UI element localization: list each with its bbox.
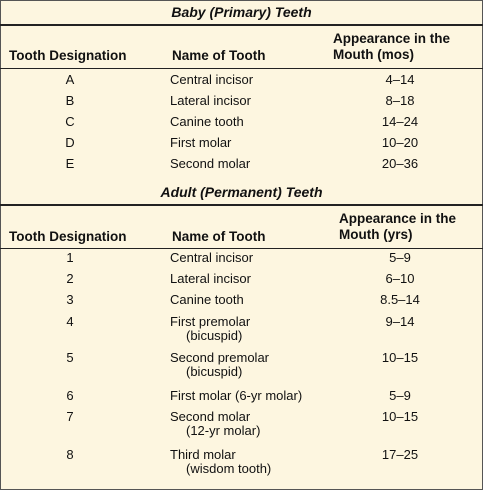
adult-row-name: Canine tooth <box>170 292 244 307</box>
baby-row-designation: D <box>65 135 75 150</box>
adult-row-name: Lateral incisor <box>170 271 251 286</box>
header-name-of-tooth: Name of Tooth <box>172 229 266 244</box>
header-appearance-line2: Mouth (yrs) <box>339 227 413 242</box>
header-appearance-line1: Appearance in the <box>333 31 451 46</box>
adult-row-name-line2: (12-yr molar) <box>186 423 261 438</box>
adult-row-appearance: 6–10 <box>385 271 415 286</box>
baby-teeth-title: Baby (Primary) Teeth <box>171 4 312 20</box>
baby-row-designation: E <box>65 156 75 171</box>
adult-row-name <box>170 315 340 343</box>
adult-row-appearance: 8.5–14 <box>380 292 420 307</box>
adult-row-designation: 3 <box>66 292 74 307</box>
adult-row-name-line2: (wisdom tooth) <box>186 461 272 476</box>
baby-row-appearance: 4–14 <box>385 72 415 87</box>
baby-row-designation: A <box>65 72 75 87</box>
baby-row-appearance: 8–18 <box>385 93 415 108</box>
adult-row-name <box>170 410 340 438</box>
header-tooth-designation: Tooth Designation <box>9 229 127 244</box>
adult-row-name-line2: (bicuspid) <box>186 328 243 343</box>
adult-row-name-line1: First premolar <box>170 314 251 329</box>
baby-row-appearance: 14–24 <box>381 114 419 129</box>
adult-teeth-header <box>0 204 483 249</box>
adult-row-name-line2: (bicuspid) <box>186 364 243 379</box>
baby-row-appearance: 10–20 <box>381 135 419 150</box>
adult-row-designation: 7 <box>66 409 74 424</box>
adult-row-name: Central incisor <box>170 250 254 265</box>
adult-row-appearance: 10–15 <box>381 350 419 365</box>
baby-row-name: Central incisor <box>170 72 254 87</box>
baby-row-designation: C <box>65 114 75 129</box>
baby-row-name: Second molar <box>170 156 251 171</box>
baby-teeth-header <box>0 24 483 69</box>
header-tooth-designation: Tooth Designation <box>9 48 127 63</box>
adult-row-appearance: 17–25 <box>381 447 419 462</box>
adult-row-designation: 4 <box>66 314 74 329</box>
baby-row-name: First molar <box>170 135 232 150</box>
adult-row-appearance: 5–9 <box>389 388 411 403</box>
adult-row-designation: 6 <box>66 388 74 403</box>
adult-teeth-title: Adult (Permanent) Teeth <box>160 184 323 200</box>
adult-row-designation: 2 <box>66 271 74 286</box>
baby-row-designation: B <box>65 93 75 108</box>
adult-row-appearance: 5–9 <box>389 250 411 265</box>
adult-row-name: First molar (6-yr molar) <box>170 388 303 403</box>
adult-row-designation: 1 <box>66 250 74 265</box>
baby-row-name: Canine tooth <box>170 114 244 129</box>
adult-row-name-line1: Second premolar <box>170 350 269 365</box>
header-appearance-line1: Appearance in the <box>339 211 457 226</box>
adult-row-name-line1: Third molar <box>170 447 236 462</box>
adult-row-designation: 8 <box>66 447 74 462</box>
baby-row-name: Lateral incisor <box>170 93 251 108</box>
adult-row-name-line1: Second molar <box>170 409 251 424</box>
adult-row-appearance: 10–15 <box>381 409 419 424</box>
adult-row-designation: 5 <box>66 350 74 365</box>
baby-row-appearance: 20–36 <box>381 156 419 171</box>
header-appearance-line2: Mouth (mos) <box>333 47 414 62</box>
header-name-of-tooth: Name of Tooth <box>172 48 266 63</box>
adult-row-name <box>170 351 340 379</box>
adult-row-name <box>170 448 340 476</box>
adult-row-appearance: 9–14 <box>385 314 415 329</box>
